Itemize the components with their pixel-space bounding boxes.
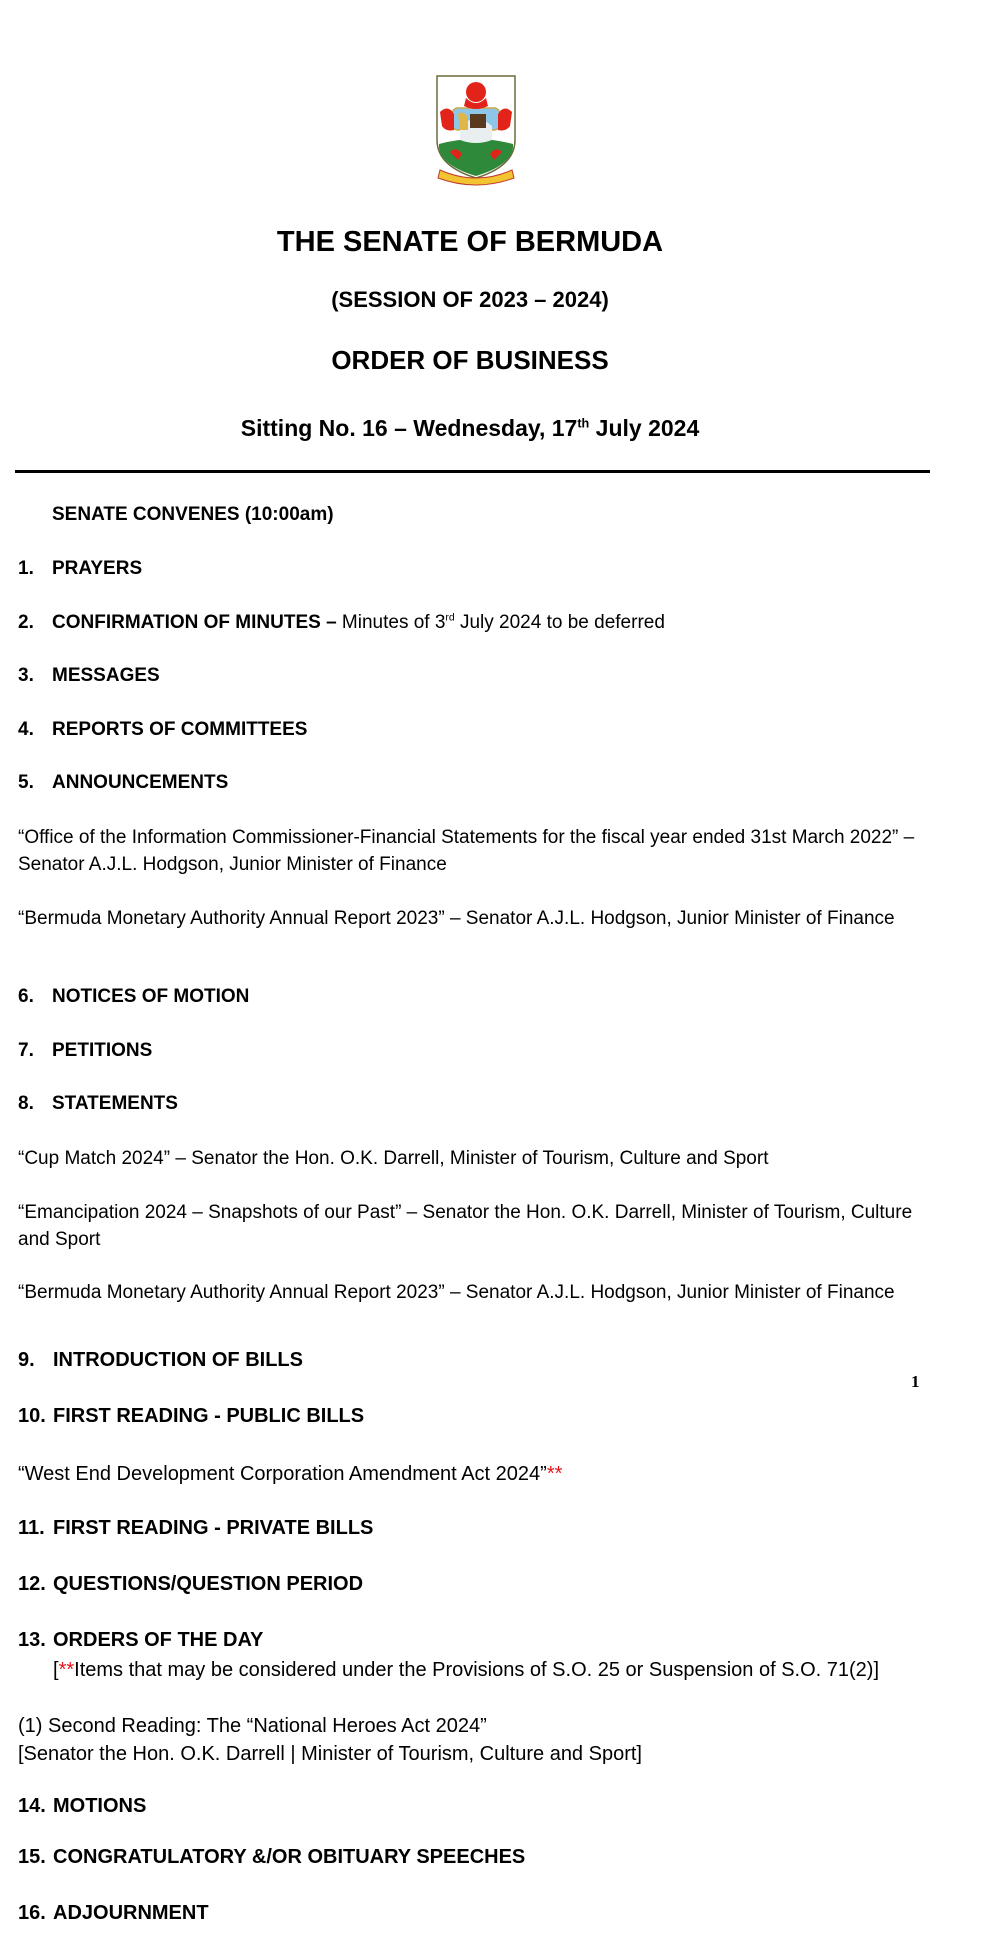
statement-1: “Cup Match 2024” – Senator the Hon. O.K. Darrell, Minister of Tourism, Culture and Sport	[18, 1148, 769, 1169]
item-number: 5.	[18, 772, 34, 793]
announcement-1: “Office of the Information Commissioner-Financial Statements for the fiscal year ended 31st March 2022” – Senator A.J.L. Hodgson, Junior Minister of Finance	[18, 827, 915, 875]
item-number: 3.	[18, 665, 34, 686]
minutes-note-suffix: July 2024 to be deferred	[454, 612, 665, 633]
session-label: (SESSION OF 2023 – 2024)	[331, 287, 609, 312]
item-label: REPORTS OF COMMITTEES	[52, 719, 308, 740]
item-number: 15.	[18, 1846, 46, 1868]
item-number: 16.	[18, 1902, 46, 1924]
bill-title: “West End Development Corporation Amendment Act 2024”	[18, 1463, 547, 1485]
sitting-line	[0, 415, 940, 442]
agenda-item-4	[18, 719, 307, 741]
item-label: INTRODUCTION OF BILLS	[53, 1349, 303, 1371]
item-label: FIRST READING - PUBLIC BILLS	[53, 1405, 365, 1427]
orders-note	[53, 1656, 1000, 1684]
agenda-item-10	[18, 1405, 364, 1428]
item-number: 4.	[18, 719, 34, 740]
agenda-item-2	[18, 612, 665, 634]
item-label: NOTICES OF MOTION	[52, 986, 250, 1007]
agenda-item-7	[18, 1040, 152, 1062]
public-bill-1	[18, 1460, 978, 1488]
item-label: ADJOURNMENT	[53, 1902, 209, 1924]
order-entry-title: (1) Second Reading: The “National Heroes Act 2024”	[18, 1715, 487, 1737]
item-label: CONFIRMATION OF MINUTES	[52, 612, 321, 633]
item-number: 1.	[18, 558, 34, 579]
agenda-item-3	[18, 665, 160, 687]
item-number: 11.	[18, 1517, 45, 1539]
agenda-item-9	[18, 1349, 303, 1372]
senate-title: THE SENATE OF BERMUDA	[276, 226, 664, 258]
item-number: 2.	[18, 612, 34, 633]
agenda-item-5	[18, 772, 228, 794]
agenda-item-1	[18, 558, 142, 580]
agenda-item-14	[18, 1795, 146, 1818]
statement-3: “Bermuda Monetary Authority Annual Report 2023” – Senator A.J.L. Hodgson, Junior Minister of Finance	[18, 1282, 895, 1303]
orders-note-marker: **	[58, 1659, 75, 1681]
agenda-item-11	[18, 1517, 373, 1540]
agenda-item-15	[18, 1846, 525, 1869]
item-label: CONGRATULATORY &/OR OBITUARY SPEECHES	[53, 1846, 526, 1868]
page-number: 1	[911, 1372, 920, 1391]
item-label: QUESTIONS/QUESTION PERIOD	[53, 1573, 364, 1595]
item-label: MOTIONS	[53, 1795, 147, 1817]
order-entry-1	[18, 1712, 978, 1768]
item-number: 7.	[18, 1040, 34, 1061]
bill-marker: **	[546, 1463, 563, 1485]
agenda-item-8	[18, 1093, 178, 1115]
agenda-item-6	[18, 986, 249, 1008]
bermuda-coat-of-arms-icon	[434, 74, 518, 189]
statement-2: “Emancipation 2024 – Snapshots of our Past” – Senator the Hon. O.K. Darrell, Minister of Tourism, Culture and Sport	[18, 1202, 913, 1250]
orders-note-open: [	[53, 1659, 59, 1681]
senate-convenes: SENATE CONVENES (10:00am)	[52, 504, 334, 525]
announcement-2: “Bermuda Monetary Authority Annual Report 2023” – Senator A.J.L. Hodgson, Junior Minister of Finance	[18, 908, 895, 929]
divider	[15, 470, 930, 473]
item-label: PETITIONS	[52, 1040, 153, 1061]
item-number: 13.	[18, 1629, 46, 1651]
item-label: PRAYERS	[52, 558, 143, 579]
item-number: 6.	[18, 986, 34, 1007]
agenda-item-12	[18, 1573, 363, 1596]
order-of-business-title: ORDER OF BUSINESS	[331, 345, 609, 375]
item-label: STATEMENTS	[52, 1093, 178, 1114]
item-number: 9.	[18, 1349, 35, 1371]
minutes-note	[342, 612, 665, 633]
item-label: ORDERS OF THE DAY	[53, 1629, 264, 1651]
item-note-dash: –	[320, 612, 342, 633]
sitting-suffix: July 2024	[589, 415, 700, 441]
item-label: MESSAGES	[52, 665, 160, 686]
item-label: FIRST READING - PRIVATE BILLS	[53, 1517, 374, 1539]
item-label: ANNOUNCEMENTS	[52, 772, 229, 793]
item-number: 10.	[18, 1405, 46, 1427]
sitting-prefix: Sitting No. 16 – Wednesday, 17	[240, 415, 578, 441]
order-entry-sponsor: [Senator the Hon. O.K. Darrell | Minister of Tourism, Culture and Sport]	[18, 1743, 642, 1765]
orders-note-text: Items that may be considered under the Provisions of S.O. 25 or Suspension of S.O. 71(2)]	[74, 1659, 880, 1681]
item-number: 8.	[18, 1093, 34, 1114]
minutes-note-prefix: Minutes of 3	[341, 612, 446, 633]
item-number: 14.	[18, 1795, 46, 1817]
agenda-item-13	[18, 1629, 263, 1652]
item-number: 12.	[18, 1573, 46, 1595]
agenda-item-16	[18, 1902, 209, 1925]
sitting-sup: th	[577, 416, 590, 431]
minutes-note-sup: rd	[445, 612, 455, 624]
